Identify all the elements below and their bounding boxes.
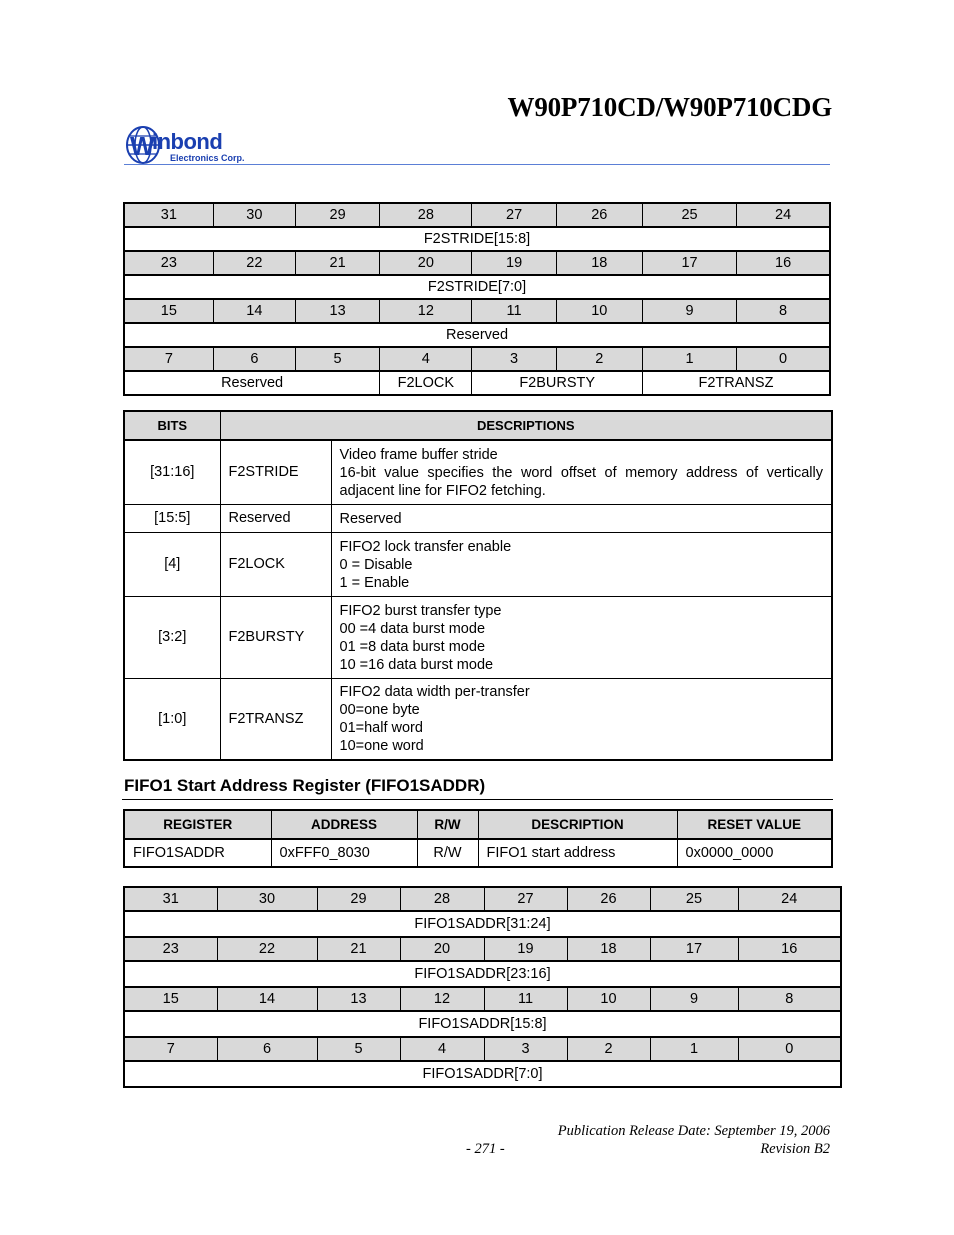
field-name-cell: Reserved	[220, 504, 331, 532]
bit-number: 18	[556, 251, 642, 275]
bit-number: 24	[737, 203, 830, 227]
bit-number: 12	[400, 987, 484, 1011]
bit-number: 28	[380, 203, 472, 227]
bit-description-table	[123, 410, 833, 761]
bit-number: 8	[738, 987, 841, 1011]
winbond-logo	[126, 125, 256, 167]
bits-cell: [4]	[124, 532, 220, 596]
field-row	[124, 275, 830, 299]
fifo1saddr-register-bitmap	[123, 886, 842, 1088]
bit-number: 7	[124, 1037, 217, 1061]
bit-number: 31	[124, 887, 217, 911]
bit-number: 2	[567, 1037, 650, 1061]
svg-text:W: W	[130, 131, 155, 161]
description-line: 0 = Disable	[339, 556, 413, 573]
description-line: FIFO2 data width per-transfer	[339, 684, 530, 701]
bit-number: 6	[213, 347, 295, 371]
description-cell	[331, 596, 832, 678]
field-row	[124, 371, 830, 395]
bit-number: 19	[472, 251, 556, 275]
column-header-descriptions: DESCRIPTIONS	[220, 411, 832, 440]
column-header-description: DESCRIPTION	[478, 810, 677, 839]
description-line: 1 = Enable	[339, 574, 410, 591]
description-line: 00 =4 data burst mode	[339, 620, 486, 637]
bit-number: 2	[556, 347, 642, 371]
bit-number: 28	[400, 887, 484, 911]
bit-number: 22	[213, 251, 295, 275]
bits-cell: [15:5]	[124, 504, 220, 532]
bit-number: 21	[295, 251, 379, 275]
bit-number: 20	[400, 937, 484, 961]
field-name: F2BURSTY	[472, 371, 642, 395]
field-row	[124, 1011, 841, 1037]
bit-number: 8	[737, 299, 830, 323]
bit-number: 9	[650, 987, 738, 1011]
description-line: Reserved	[339, 510, 402, 527]
bit-number: 17	[642, 251, 736, 275]
bit-number: 19	[484, 937, 567, 961]
bit-number: 5	[295, 347, 379, 371]
bit-number-row	[124, 887, 841, 911]
field-row	[124, 961, 841, 987]
bit-number-row	[124, 347, 830, 371]
bit-number: 15	[124, 299, 213, 323]
bit-number: 4	[380, 347, 472, 371]
bit-number: 15	[124, 987, 217, 1011]
bit-number: 10	[567, 987, 650, 1011]
field-name: FIFO1SADDR[23:16]	[124, 961, 841, 987]
address-cell: 0xFFF0_8030	[271, 839, 417, 867]
register-summary-table	[123, 809, 833, 868]
header-divider	[124, 164, 830, 165]
column-header-rw: R/W	[417, 810, 478, 839]
field-name-cell: F2TRANSZ	[220, 678, 331, 760]
table-row	[124, 440, 832, 504]
table-row	[124, 678, 832, 760]
page-number: - 271 -	[466, 1141, 505, 1157]
bit-number: 6	[217, 1037, 317, 1061]
bit-number-row	[124, 1037, 841, 1061]
bit-number: 1	[642, 347, 736, 371]
bit-number: 14	[213, 299, 295, 323]
bit-number: 29	[295, 203, 379, 227]
bit-number: 18	[567, 937, 650, 961]
bits-cell: [1:0]	[124, 678, 220, 760]
field-name: FIFO1SADDR[31:24]	[124, 911, 841, 937]
column-header-bits: BITS	[124, 411, 220, 440]
field-name-cell: F2STRIDE	[220, 440, 331, 504]
field-name: FIFO1SADDR[15:8]	[124, 1011, 841, 1037]
bit-number: 16	[738, 937, 841, 961]
bit-number: 27	[472, 203, 556, 227]
logo-subtitle: Electronics Corp.	[170, 153, 245, 163]
field-name-cell: F2BURSTY	[220, 596, 331, 678]
description-line: 01 =8 data burst mode	[339, 638, 486, 655]
reset-value-cell: 0x0000_0000	[677, 839, 832, 867]
bit-number: 25	[642, 203, 736, 227]
field-name: F2STRIDE[7:0]	[124, 275, 830, 299]
field-name-cell: F2LOCK	[220, 532, 331, 596]
field-name: Reserved	[124, 323, 830, 347]
field-name: FIFO1SADDR[7:0]	[124, 1061, 841, 1087]
bit-number-row	[124, 937, 841, 961]
field-name: F2LOCK	[380, 371, 472, 395]
bit-number-row	[124, 987, 841, 1011]
field-name: F2STRIDE[15:8]	[124, 227, 830, 251]
description-cell	[331, 532, 832, 596]
bit-number: 31	[124, 203, 213, 227]
bit-number: 27	[484, 887, 567, 911]
bit-number: 22	[217, 937, 317, 961]
description-line: 01=half word	[339, 720, 423, 737]
bit-number-row	[124, 299, 830, 323]
rw-cell: R/W	[417, 839, 478, 867]
description-cell	[331, 440, 832, 504]
bit-number: 25	[650, 887, 738, 911]
bit-number: 13	[317, 987, 400, 1011]
bit-number: 16	[737, 251, 830, 275]
register-name-cell: FIFO1SADDR	[124, 839, 271, 867]
column-header-address: ADDRESS	[271, 810, 417, 839]
bit-number: 30	[213, 203, 295, 227]
bit-number: 7	[124, 347, 213, 371]
bit-number: 30	[217, 887, 317, 911]
bit-number: 0	[738, 1037, 841, 1061]
bit-number: 0	[737, 347, 830, 371]
description-line: 10 =16 data burst mode	[339, 656, 494, 673]
logo-wordmark: inbond	[152, 129, 223, 154]
bit-number: 12	[380, 299, 472, 323]
section-divider	[122, 799, 833, 800]
bit-number: 3	[484, 1037, 567, 1061]
bit-number: 23	[124, 937, 217, 961]
bit-number: 3	[472, 347, 556, 371]
description-cell	[331, 504, 832, 532]
field-row	[124, 323, 830, 347]
bit-number: 20	[380, 251, 472, 275]
field-name: Reserved	[124, 371, 380, 395]
description-line: 16-bit value specifies the word offset of memory address of vertically adjacent line for FIFO2 fetching.	[339, 464, 824, 499]
table-row	[124, 532, 832, 596]
f2-register-bitmap	[123, 202, 831, 396]
bits-cell: [3:2]	[124, 596, 220, 678]
bit-number: 1	[650, 1037, 738, 1061]
description-line: FIFO2 lock transfer enable	[339, 538, 512, 555]
bit-number: 24	[738, 887, 841, 911]
table-header-row	[124, 810, 832, 839]
bit-number: 23	[124, 251, 213, 275]
publication-date: Publication Release Date: September 19, 2006	[557, 1123, 830, 1139]
section-heading: FIFO1 Start Address Register (FIFO1SADDR)	[124, 776, 486, 795]
bit-number: 21	[317, 937, 400, 961]
bit-number-row	[124, 203, 830, 227]
description-cell	[331, 678, 832, 760]
bit-number: 10	[556, 299, 642, 323]
description-cell: FIFO1 start address	[478, 839, 677, 867]
description-line: FIFO2 burst transfer type	[339, 602, 502, 619]
field-name: F2TRANSZ	[642, 371, 830, 395]
bit-number: 9	[642, 299, 736, 323]
table-row	[124, 596, 832, 678]
table-header-row	[124, 411, 832, 440]
bit-number-row	[124, 251, 830, 275]
bit-number: 29	[317, 887, 400, 911]
column-header-register: REGISTER	[124, 810, 271, 839]
revision-label: Revision B2	[760, 1141, 830, 1157]
table-row	[124, 839, 832, 867]
bit-number: 11	[472, 299, 556, 323]
description-line: 00=one byte	[339, 702, 420, 719]
document-title: W90P710CD/W90P710CDG	[507, 92, 832, 122]
bit-number: 26	[567, 887, 650, 911]
bits-cell: [31:16]	[124, 440, 220, 504]
bit-number: 13	[295, 299, 379, 323]
bit-number: 14	[217, 987, 317, 1011]
bit-number: 4	[400, 1037, 484, 1061]
field-row	[124, 911, 841, 937]
field-row	[124, 227, 830, 251]
table-row	[124, 504, 832, 532]
description-line: Video frame buffer stride	[339, 446, 498, 463]
bit-number: 5	[317, 1037, 400, 1061]
bit-number: 11	[484, 987, 567, 1011]
description-line: 10=one word	[339, 738, 424, 755]
field-row	[124, 1061, 841, 1087]
bit-number: 17	[650, 937, 738, 961]
bit-number: 26	[556, 203, 642, 227]
column-header-reset-value: RESET VALUE	[677, 810, 832, 839]
